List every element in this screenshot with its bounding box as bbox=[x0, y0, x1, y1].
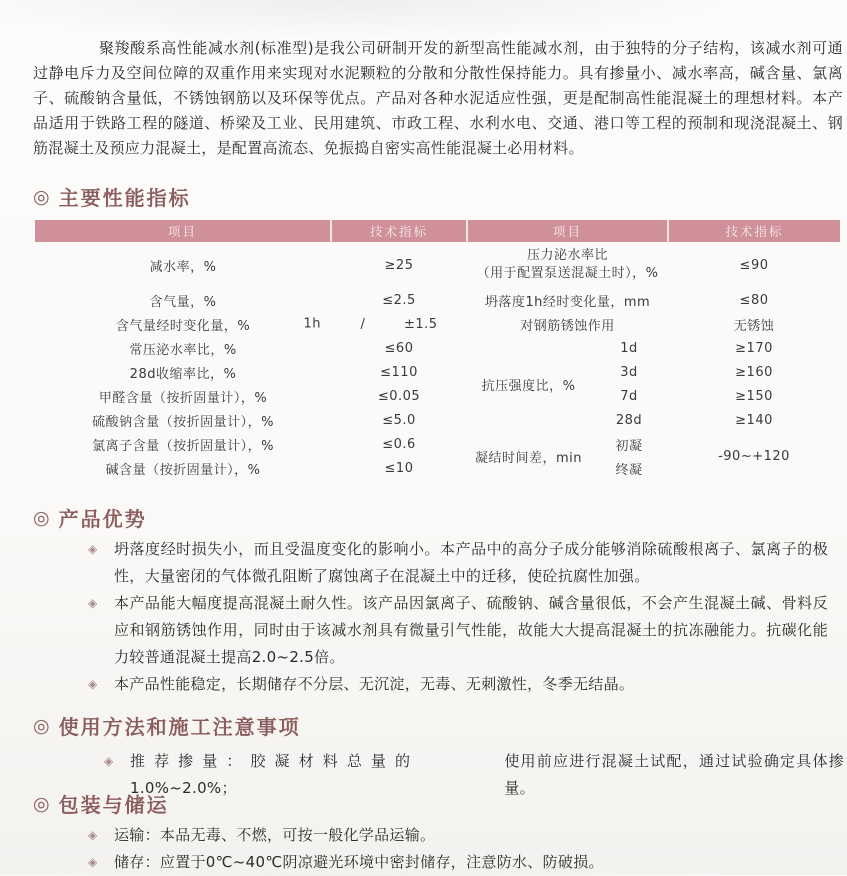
list-item bbox=[88, 822, 828, 849]
value-cell: ≤10 bbox=[384, 460, 414, 476]
value-cell: ≤0.05 bbox=[377, 388, 421, 404]
list-item bbox=[88, 536, 828, 590]
diamond-bullet-icon: ◈ bbox=[88, 828, 98, 842]
table-row bbox=[35, 360, 840, 384]
value-cell: ≥160 bbox=[735, 364, 773, 380]
col-header-spec-left: 技术指标 bbox=[331, 220, 467, 242]
table-row bbox=[35, 432, 840, 456]
phase-cell: 初凝 bbox=[615, 438, 643, 454]
value-cell: ≥170 bbox=[735, 340, 773, 356]
value-cell: ≤110 bbox=[380, 364, 418, 380]
diamond-bullet-icon: ◈ bbox=[104, 754, 114, 768]
dosage-text: 推荐掺量：胶凝材料总量的1.0%~2.0%； bbox=[130, 752, 411, 797]
item-cell: 氯离子含量（按折固量计），% bbox=[92, 438, 274, 454]
section-title: 包装与储运 bbox=[58, 793, 169, 817]
performance-table bbox=[35, 220, 840, 480]
duration-label: 1h bbox=[303, 316, 321, 332]
item-line1: 压力泌水率比 bbox=[527, 248, 609, 263]
phase-cell: 终凝 bbox=[615, 462, 643, 478]
section-heading-packaging bbox=[33, 789, 169, 818]
value-cell: 无锈蚀 bbox=[733, 318, 775, 334]
advantages-bullet-list bbox=[88, 536, 828, 698]
bullet-text bbox=[130, 748, 844, 802]
bullseye-icon: ◎ bbox=[33, 185, 50, 208]
value-cell: ≤5.0 bbox=[382, 412, 416, 428]
merged-item-cell-strength: 抗压强度比，% bbox=[481, 378, 576, 394]
age-cell: 1d bbox=[620, 340, 638, 356]
table-row bbox=[35, 242, 840, 288]
usage-bullet-list bbox=[104, 748, 844, 802]
slash-separator: / bbox=[360, 316, 366, 332]
col-header-spec-right: 技术指标 bbox=[668, 220, 840, 242]
value-cell: ≤80 bbox=[739, 292, 769, 308]
section-heading-performance bbox=[33, 182, 191, 211]
section-title: 使用方法和施工注意事项 bbox=[58, 715, 301, 739]
bullseye-icon: ◎ bbox=[33, 714, 50, 737]
list-item bbox=[88, 671, 828, 698]
value-cell: ≤2.5 bbox=[382, 292, 416, 308]
item-label: 含气量经时变化量，% bbox=[115, 318, 251, 334]
item-cell: 对钢筋锈蚀作用 bbox=[520, 318, 615, 334]
list-item bbox=[88, 590, 828, 671]
item-line2: （用于配置泵送混凝土时），% bbox=[476, 266, 659, 281]
list-item bbox=[104, 748, 844, 802]
trial-mix-text: 使用前应进行混凝土试配，通过试验确定具体掺量。 bbox=[504, 752, 844, 797]
item-cell: 碱含量（按折固量计），% bbox=[105, 462, 261, 478]
section-title: 产品优势 bbox=[58, 507, 147, 531]
age-cell: 7d bbox=[620, 388, 638, 404]
value-cell: ≥150 bbox=[735, 388, 773, 404]
packaging-bullet-list bbox=[88, 822, 828, 876]
diamond-bullet-icon: ◈ bbox=[88, 677, 98, 691]
bullet-text: 储存：应置于0℃~40℃阴凉避光环境中密封储存，注意防水、防破损。 bbox=[114, 853, 604, 871]
item-cell: 常压泌水率比，% bbox=[129, 342, 237, 358]
table-row bbox=[35, 336, 840, 360]
bullet-text: 本产品性能稳定，长期储存不分层、无沉淀，无毒、无刺激性，冬季无结晶。 bbox=[114, 675, 635, 693]
age-cell: 3d bbox=[620, 364, 638, 380]
bullseye-icon: ◎ bbox=[33, 792, 50, 815]
col-header-item-right: 项目 bbox=[467, 220, 668, 242]
table-header-row bbox=[35, 220, 840, 242]
merged-item-cell-setting: 凝结时间差，min bbox=[474, 450, 582, 466]
list-item bbox=[88, 849, 828, 876]
value-cell bbox=[331, 312, 467, 336]
value-cell: ≤60 bbox=[384, 340, 414, 356]
table-row bbox=[35, 288, 840, 312]
value-label: ±1.5 bbox=[403, 316, 438, 332]
value-cell: ≤0.6 bbox=[382, 436, 416, 452]
item-cell: 坍落度1h经时变化量，mm bbox=[484, 294, 651, 310]
diamond-bullet-icon: ◈ bbox=[88, 542, 98, 556]
table-row bbox=[35, 312, 840, 336]
value-cell: ≥140 bbox=[735, 412, 773, 428]
section-title: 主要性能指标 bbox=[58, 186, 191, 210]
bullet-text: 坍落度经时损失小，而且受温度变化的影响小。本产品中的高分子成分能够消除硫酸根离子、氯离子的极性，大量密闭的气体微孔阻断了腐蚀离子在混凝土中的迁移，使砼抗腐性加强。 bbox=[114, 540, 828, 585]
item-cell bbox=[35, 312, 331, 336]
diamond-bullet-icon: ◈ bbox=[88, 596, 98, 610]
value-cell: ≥25 bbox=[384, 257, 414, 273]
bullseye-icon: ◎ bbox=[33, 506, 50, 529]
section-heading-usage bbox=[33, 711, 301, 740]
item-cell: 甲醛含量（按折固量计），% bbox=[98, 390, 268, 406]
merged-value-cell: -90~+120 bbox=[718, 448, 790, 464]
item-cell bbox=[467, 242, 668, 288]
value-cell: ≤90 bbox=[739, 257, 769, 273]
diamond-bullet-icon: ◈ bbox=[88, 855, 98, 869]
section-heading-advantages bbox=[33, 503, 147, 532]
age-cell: 28d bbox=[615, 412, 643, 428]
intro-paragraph: 聚羧酸系高性能减水剂(标准型)是我公司研制开发的新型高性能减水剂，由于独特的分子结构，该减水剂可通过静电斥力及空间位障的双重作用来实现对水泥颗粒的分散和分散性保持能力。具有掺量小、减水率高，碱含量、氯离子、硫酸钠含量低，不锈蚀钢筋以及环保等优点。产品对各种水泥适应性强，更是配制高性能混凝土的理想材料。本产品适用于铁路工程的隧道、桥梁及工业、民用建筑、市政工程、水利水电、交通、港口等工程的预制和现浇混凝土、钢筋混凝土及预应力混凝土，是配置高流态、免振捣自密实高性能混凝土必用材料。 bbox=[33, 39, 843, 157]
item-cell: 28d收缩率比，% bbox=[129, 366, 237, 382]
item-cell: 减水率，% bbox=[149, 259, 217, 275]
item-cell: 硫酸钠含量（按折固量计），% bbox=[92, 414, 274, 430]
item-cell: 含气量，% bbox=[149, 294, 217, 310]
bullet-text: 运输：本品无毒、不燃，可按一般化学品运输。 bbox=[114, 826, 436, 844]
table-row bbox=[35, 408, 840, 432]
bullet-text: 本产品能大幅度提高混凝土耐久性。该产品因氯离子、硫酸钠、碱含量很低，不会产生混凝土碱、骨料反应和钢筋锈蚀作用，同时由于该减水剂具有微量引气性能，故能大大提高混凝土的抗冻融能力。抗碳化能力较普通混凝土提高2.0~2.5倍。 bbox=[114, 594, 828, 666]
table-row bbox=[35, 384, 840, 408]
col-header-item-left: 项目 bbox=[35, 220, 331, 242]
